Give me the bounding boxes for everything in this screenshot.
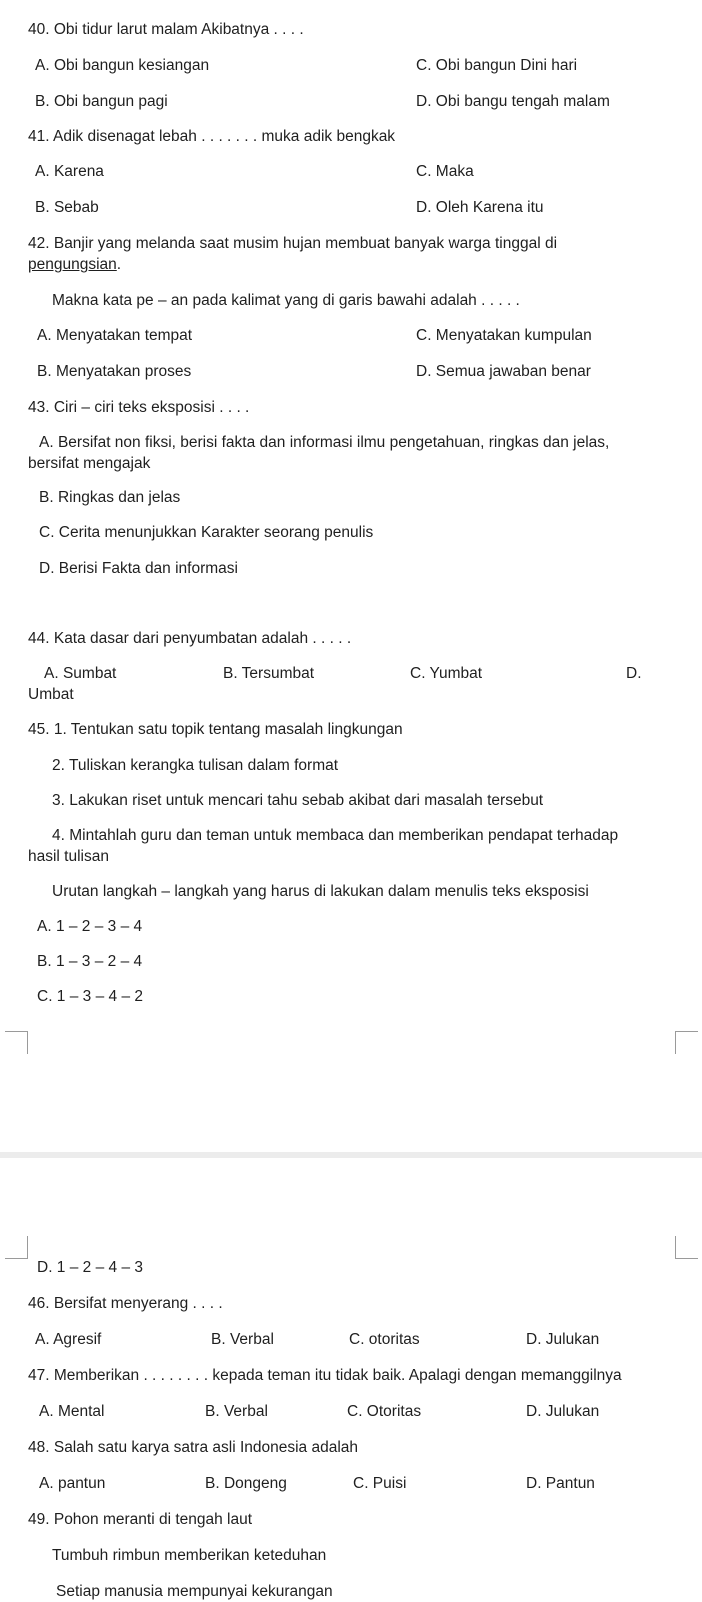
q45-option-b: B. 1 – 3 – 2 – 4: [37, 953, 143, 970]
q41-question: 41. Adik disenagat lebah . . . . . . . muka adik bengkak: [28, 128, 396, 145]
q42-period: .: [116, 256, 122, 273]
q49-question: 49. Pohon meranti di tengah laut: [28, 1511, 253, 1528]
q42-option-c: C. Menyatakan kumpulan: [416, 327, 592, 344]
q42-option-b: B. Menyatakan proses: [37, 363, 192, 380]
q40-option-c: C. Obi bangun Dini hari: [416, 57, 578, 74]
q44-option-a: A. Sumbat: [44, 665, 117, 682]
q45-step-2: 2. Tuliskan kerangka tulisan dalam format: [52, 757, 339, 774]
q47-option-d: D. Julukan: [526, 1403, 600, 1420]
q43-option-b: B. Ringkas dan jelas: [39, 489, 181, 506]
q44-option-c: C. Yumbat: [410, 665, 483, 682]
q45-step-4-line1: 4. Mintahlah guru dan teman untuk membaca dan memberikan pendapat terhadap: [52, 827, 619, 844]
q45-option-c: C. 1 – 3 – 4 – 2: [37, 988, 143, 1005]
q49-line-3: Setiap manusia mempunyai kekurangan: [56, 1583, 333, 1600]
q44-option-b: B. Tersumbat: [223, 665, 315, 682]
q43-question: 43. Ciri – ciri teks eksposisi . . . .: [28, 399, 250, 416]
q41-option-c: C. Maka: [416, 163, 474, 180]
crop-mark-top-right: [675, 1236, 698, 1259]
q41-option-b: B. Sebab: [35, 199, 99, 216]
q43-option-c: C. Cerita menunjukkan Karakter seorang penulis: [39, 524, 374, 541]
q42-question-line1: 42. Banjir yang melanda saat musim hujan membuat banyak warga tinggal di: [28, 235, 558, 252]
q40-option-b: B. Obi bangun pagi: [35, 93, 168, 110]
crop-mark-bottom-left: [5, 1031, 28, 1054]
q46-option-c: C. otoritas: [349, 1331, 420, 1348]
q42-option-a: A. Menyatakan tempat: [37, 327, 193, 344]
q46-question: 46. Bersifat menyerang . . . .: [28, 1295, 223, 1312]
q45-step-3: 3. Lakukan riset untuk mencari tahu sebab akibat dari masalah tersebut: [52, 792, 544, 809]
q42-option-d: D. Semua jawaban benar: [416, 363, 591, 380]
q42-underlined-word: pengungsian: [28, 256, 117, 273]
q47-question: 47. Memberikan . . . . . . . . kepada teman itu tidak baik. Apalagi dengan memanggilnya: [28, 1367, 622, 1384]
crop-mark-top-left: [5, 1236, 28, 1259]
q41-option-d: D. Oleh Karena itu: [416, 199, 544, 216]
q48-option-a: A. pantun: [39, 1475, 106, 1492]
q43-option-d: D. Berisi Fakta dan informasi: [39, 560, 238, 577]
q48-option-b: B. Dongeng: [205, 1475, 287, 1492]
q42-prompt: Makna kata pe – an pada kalimat yang di garis bawahi adalah . . . . .: [52, 292, 520, 309]
q46-option-a: A. Agresif: [35, 1331, 102, 1348]
q46-option-d: D. Julukan: [526, 1331, 600, 1348]
q41-option-a: A. Karena: [35, 163, 104, 180]
q45-prompt: Urutan langkah – langkah yang harus di lakukan dalam menulis teks eksposisi: [52, 883, 589, 900]
q43-option-a-line2: bersifat mengajak: [28, 455, 151, 472]
q44-option-d: D.: [626, 665, 642, 682]
q45-step-1: 45. 1. Tentukan satu topik tentang masalah lingkungan: [28, 721, 403, 738]
q48-option-d: D. Pantun: [526, 1475, 595, 1492]
q45-option-d: D. 1 – 2 – 4 – 3: [37, 1259, 143, 1276]
q45-option-a: A. 1 – 2 – 3 – 4: [37, 918, 143, 935]
q40-question: 40. Obi tidur larut malam Akibatnya . . . .: [28, 21, 304, 38]
q42-question-line2: [28, 255, 121, 275]
q40-option-d: D. Obi bangu tengah malam: [416, 93, 610, 110]
q43-option-a-line1: A. Bersifat non fiksi, berisi fakta dan informasi ilmu pengetahuan, ringkas dan jelas,: [39, 434, 610, 451]
q48-question: 48. Salah satu karya satra asli Indonesia adalah: [28, 1439, 359, 1456]
q48-option-c: C. Puisi: [353, 1475, 407, 1492]
q47-option-c: C. Otoritas: [347, 1403, 422, 1420]
q44-question: 44. Kata dasar dari penyumbatan adalah . . . . .: [28, 630, 352, 647]
q47-option-b: B. Verbal: [205, 1403, 268, 1420]
q47-option-a: A. Mental: [39, 1403, 105, 1420]
crop-mark-bottom-right: [675, 1031, 698, 1054]
q40-option-a: A. Obi bangun kesiangan: [35, 57, 210, 74]
q49-line-2: Tumbuh rimbun memberikan keteduhan: [52, 1547, 327, 1564]
q44-option-d-text: Umbat: [28, 686, 74, 703]
q45-step-4-line2: hasil tulisan: [28, 848, 109, 865]
q46-option-b: B. Verbal: [211, 1331, 274, 1348]
